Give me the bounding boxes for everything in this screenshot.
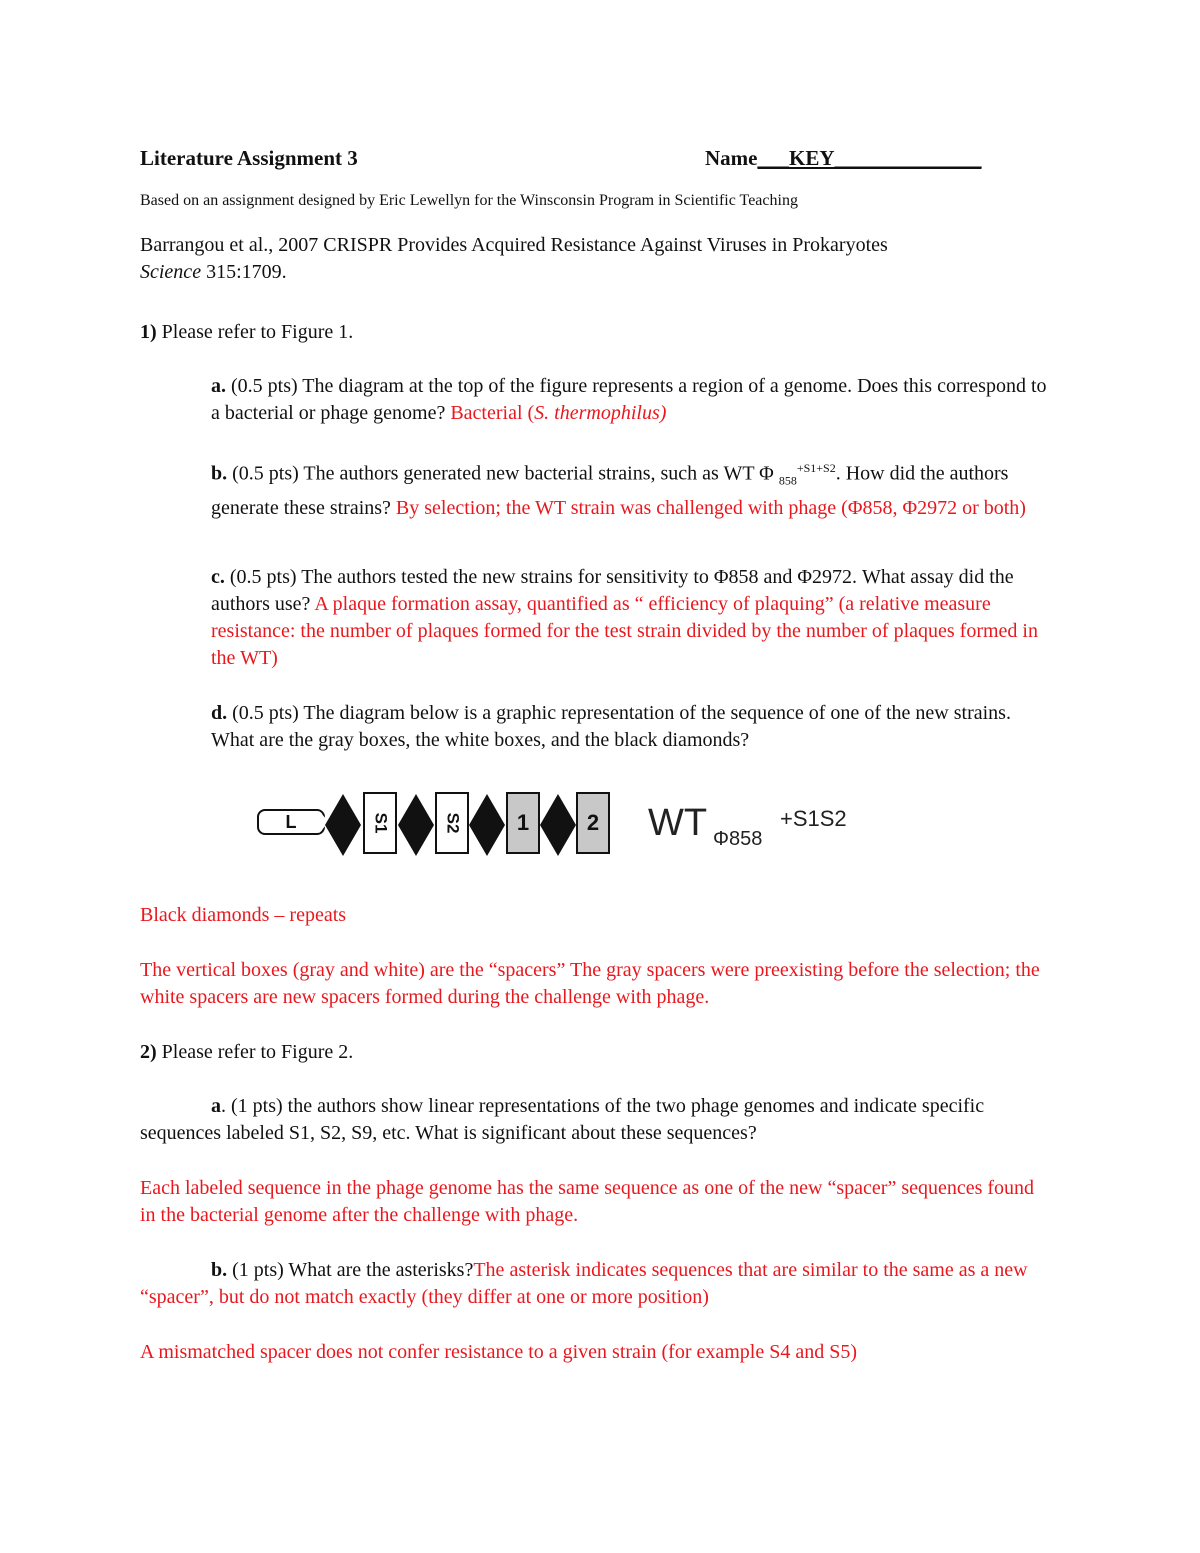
strain-label: WT [648,802,708,844]
credit-line: Based on an assignment designed by Eric Lewellyn for the Winsconsin Program in Scientific Teaching [140,192,798,209]
q1b [211,455,1071,522]
q2a-answer: Each labeled sequence in the phage genome has the same sequence as one of the new “spacer” sequences found in the bacterial genome after the challenge with phage. [140,1177,1035,1226]
strain-phage-subscript: Φ858 [713,828,763,850]
q1d [211,700,1056,754]
name-value: ___KEY______________ [757,146,982,170]
spacer-label-s1: S1 [370,812,390,834]
q1c [211,564,1056,672]
q2-note: A mismatched spacer does not confer resistance to a given strain (for example S4 and S5) [140,1341,858,1363]
q1c-answer: A plaque formation assay, quantified as “ efficiency of plaquing” (a relative measure resistance: the number of plaques formed for the test strain divided by the number of plaques formed in the WT) [211,593,1038,669]
answer-diamonds: Black diamonds – repeats [140,904,347,926]
q1-prompt [140,319,1060,346]
leader-box [257,809,325,835]
q1b-sub: 858 [778,473,797,488]
q2a-question: . (1 pts) the authors show linear representations of the two phage genomes and indicate specific sequences labeled S1, S2, S9, etc. What is significant about these sequences? [140,1095,985,1144]
q1b-label: b. [211,462,228,485]
q2b-label: b. [211,1259,228,1281]
q2b-answer: The asterisk indicates sequences that are similar to the same as a new “spacer”, but do not match exactly (they differ at one or more position) [140,1259,1028,1308]
q2-number: 2) [140,1041,157,1063]
q1a-label: a. [211,375,226,397]
q2-prompt [140,1039,1060,1066]
page-title: Literature Assignment 3 [140,146,358,170]
strain-spacer-superscript: +S1S2 [780,806,847,831]
new-spacer-box-s1 [363,792,397,854]
q1b-question-pre: (0.5 pts) The authors generated new bacterial strains, such as WT Φ [227,462,779,485]
repeat-diamond [398,794,434,856]
q1a [211,373,1051,427]
repeat-diamond [469,794,505,856]
q1c-label: c. [211,566,225,588]
q1b-sup: +S1+S2 [796,461,836,475]
q2a [140,1093,1060,1147]
q1d-label: d. [211,702,228,724]
citation-volume: 315:1709. [201,261,287,283]
citation-journal: Science [140,261,202,283]
repeat-diamond [540,794,576,856]
q2-prompt-text: Please refer to Figure 2. [156,1041,354,1063]
q1b-answer: By selection; the WT strain was challenged with phage (Φ858, Φ2972 or both) [395,496,1026,519]
q1a-answer-species: S. thermophilus) [534,402,667,424]
q1c-question: (0.5 pts) The authors tested the new strains for sensitivity to Φ858 and Φ2972. What assay did the authors use? [211,566,1014,615]
citation-title: Barrangou et al., 2007 CRISPR Provides Acquired Resistance Against Viruses in Prokaryotes [140,234,888,256]
spacer-label-s2: S2 [442,812,462,834]
q1-prompt-text: Please refer to Figure 1. [156,321,354,343]
spacer-label-1: 1 [516,810,530,835]
q2a-label: a [211,1095,221,1117]
citation [140,232,1060,286]
name-line [705,146,982,171]
q1a-answer: Bacterial ( [450,402,535,424]
old-spacer-box-2 [576,792,610,854]
crispr-locus-diagram [255,784,875,862]
q1d-question: (0.5 pts) The diagram below is a graphic representation of the sequence of one of the new strains. What are the gray boxes, the white boxes, and the black diamonds? [211,702,1011,751]
q1a-question: (0.5 pts) The diagram at the top of the figure represents a region of a genome. Does this correspond to a bacterial or phage genome? [211,375,1047,424]
q1b-question-post: . How did the authors generate these strains? [211,462,1009,519]
q2b [140,1257,1050,1311]
old-spacer-box-1 [506,792,540,854]
spacer-label-2: 2 [586,810,600,835]
answer-boxes: The vertical boxes (gray and white) are the “spacers” The gray spacers were preexisting before the selection; the white spacers are new spacers formed during the challenge with phage. [140,959,1040,1008]
new-spacer-box-s2 [435,792,469,854]
q2b-question: (1 pts) What are the asterisks? [227,1259,474,1281]
repeat-diamond [325,794,361,856]
leader-label: L [285,811,297,832]
q1-number: 1) [140,321,157,343]
name-label: Name [705,146,758,170]
